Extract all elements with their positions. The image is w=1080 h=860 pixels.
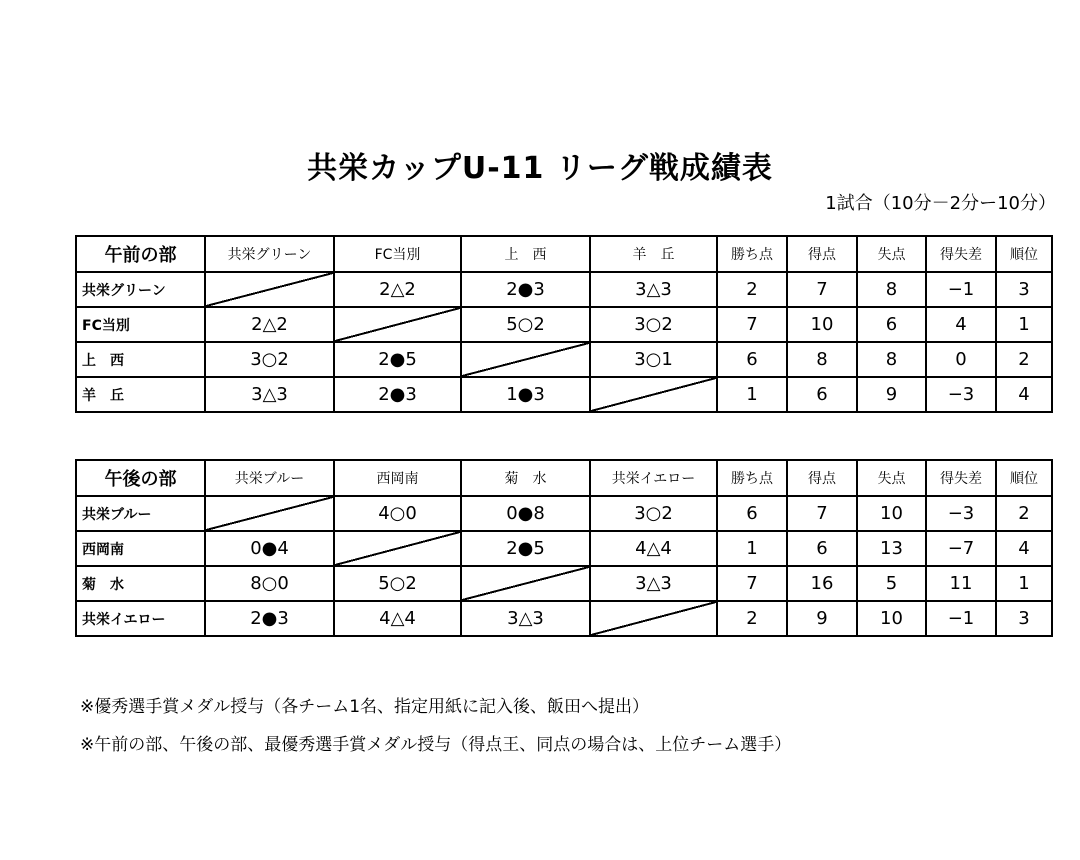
column-stat-header: 得失差 — [926, 460, 996, 496]
column-team-header: 共栄グリーン — [205, 236, 334, 272]
goal-diff-cell: −3 — [926, 377, 996, 412]
points-cell: 6 — [717, 342, 787, 377]
match-result-cell: 8○0 — [205, 566, 334, 601]
goals-for-cell: 10 — [787, 307, 857, 342]
row-team-label: 共栄イエロー — [76, 601, 205, 636]
goals-against-cell: 5 — [857, 566, 926, 601]
match-result-cell: 3△3 — [461, 601, 590, 636]
match-result-cell: 3○2 — [590, 307, 717, 342]
goals-for-cell: 6 — [787, 377, 857, 412]
match-result-cell: 3△3 — [590, 566, 717, 601]
column-team-header: 共栄ブルー — [205, 460, 334, 496]
column-team-header: 上 西 — [461, 236, 590, 272]
table-row — [76, 496, 1052, 531]
match-format: 1試合（10分－2分ー10分） — [825, 193, 1056, 214]
column-team-header: 西岡南 — [334, 460, 461, 496]
row-team-label: FC当別 — [76, 307, 205, 342]
rank-cell: 4 — [996, 377, 1052, 412]
table-row — [76, 531, 1052, 566]
points-cell: 7 — [717, 566, 787, 601]
match-result-cell: 2●3 — [334, 377, 461, 412]
goal-diff-cell: −1 — [926, 601, 996, 636]
column-team-header: FC当別 — [334, 236, 461, 272]
rank-cell: 2 — [996, 342, 1052, 377]
note-mvp-medal: ※午前の部、午後の部、最優秀選手賞メダル授与（得点王、同点の場合は、上位チーム選手） — [80, 735, 792, 755]
match-result-cell: 5○2 — [461, 307, 590, 342]
column-stat-header: 得点 — [787, 460, 857, 496]
table-row — [76, 272, 1052, 307]
column-stat-header: 勝ち点 — [717, 460, 787, 496]
diagonal-empty-cell — [205, 496, 334, 531]
afternoon-league-table — [75, 459, 1053, 637]
goal-diff-cell: −7 — [926, 531, 996, 566]
column-stat-header: 順位 — [996, 460, 1052, 496]
page-title: 共栄カップU-11 リーグ戦成績表 — [307, 151, 773, 186]
column-stat-header: 勝ち点 — [717, 236, 787, 272]
diagonal-empty-cell — [590, 377, 717, 412]
goals-for-cell: 9 — [787, 601, 857, 636]
diagonal-empty-cell — [461, 566, 590, 601]
match-result-cell: 5○2 — [334, 566, 461, 601]
diagonal-empty-cell — [334, 531, 461, 566]
table-row — [76, 377, 1052, 412]
goal-diff-cell: 11 — [926, 566, 996, 601]
rank-cell: 3 — [996, 272, 1052, 307]
table-row — [76, 566, 1052, 601]
goals-for-cell: 7 — [787, 272, 857, 307]
rank-cell: 3 — [996, 601, 1052, 636]
match-result-cell: 2△2 — [205, 307, 334, 342]
diagonal-empty-cell — [334, 307, 461, 342]
points-cell: 2 — [717, 272, 787, 307]
table-row — [76, 342, 1052, 377]
column-stat-header: 得失差 — [926, 236, 996, 272]
header-row — [76, 236, 1052, 272]
goal-diff-cell: −1 — [926, 272, 996, 307]
goal-diff-cell: 0 — [926, 342, 996, 377]
diagonal-empty-cell — [205, 272, 334, 307]
note-best-player-medal: ※優秀選手賞メダル授与（各チーム1名、指定用紙に記入後、飯田へ提出） — [80, 697, 650, 717]
goals-against-cell: 10 — [857, 496, 926, 531]
row-team-label: 共栄グリーン — [76, 272, 205, 307]
goals-against-cell: 6 — [857, 307, 926, 342]
points-cell: 1 — [717, 377, 787, 412]
goals-for-cell: 7 — [787, 496, 857, 531]
match-result-cell: 4○0 — [334, 496, 461, 531]
row-team-label: 共栄ブルー — [76, 496, 205, 531]
section-label: 午前の部 — [76, 236, 205, 272]
goal-diff-cell: −3 — [926, 496, 996, 531]
column-team-header: 菊 水 — [461, 460, 590, 496]
row-team-label: 菊 水 — [76, 566, 205, 601]
header-row — [76, 460, 1052, 496]
match-result-cell: 0●8 — [461, 496, 590, 531]
goals-against-cell: 10 — [857, 601, 926, 636]
column-stat-header: 得点 — [787, 236, 857, 272]
goals-against-cell: 8 — [857, 272, 926, 307]
points-cell: 6 — [717, 496, 787, 531]
match-result-cell: 0●4 — [205, 531, 334, 566]
match-result-cell: 2●5 — [334, 342, 461, 377]
rank-cell: 1 — [996, 566, 1052, 601]
match-result-cell: 3○2 — [205, 342, 334, 377]
rank-cell: 2 — [996, 496, 1052, 531]
goal-diff-cell: 4 — [926, 307, 996, 342]
column-stat-header: 失点 — [857, 460, 926, 496]
column-stat-header: 順位 — [996, 236, 1052, 272]
goals-against-cell: 13 — [857, 531, 926, 566]
points-cell: 2 — [717, 601, 787, 636]
table-row — [76, 601, 1052, 636]
morning-league-table — [75, 235, 1053, 413]
goals-for-cell: 16 — [787, 566, 857, 601]
match-result-cell: 1●3 — [461, 377, 590, 412]
match-result-cell: 2●3 — [205, 601, 334, 636]
row-team-label: 羊 丘 — [76, 377, 205, 412]
goals-for-cell: 6 — [787, 531, 857, 566]
rank-cell: 4 — [996, 531, 1052, 566]
column-team-header: 共栄イエロー — [590, 460, 717, 496]
match-result-cell: 2●3 — [461, 272, 590, 307]
goals-against-cell: 8 — [857, 342, 926, 377]
diagonal-empty-cell — [590, 601, 717, 636]
match-result-cell: 3○2 — [590, 496, 717, 531]
rank-cell: 1 — [996, 307, 1052, 342]
match-result-cell: 4△4 — [334, 601, 461, 636]
table-row — [76, 307, 1052, 342]
goals-for-cell: 8 — [787, 342, 857, 377]
row-team-label: 上 西 — [76, 342, 205, 377]
goals-against-cell: 9 — [857, 377, 926, 412]
match-result-cell: 2●5 — [461, 531, 590, 566]
column-stat-header: 失点 — [857, 236, 926, 272]
match-result-cell: 3△3 — [205, 377, 334, 412]
column-team-header: 羊 丘 — [590, 236, 717, 272]
match-result-cell: 3○1 — [590, 342, 717, 377]
row-team-label: 西岡南 — [76, 531, 205, 566]
section-label: 午後の部 — [76, 460, 205, 496]
match-result-cell: 4△4 — [590, 531, 717, 566]
points-cell: 1 — [717, 531, 787, 566]
match-result-cell: 3△3 — [590, 272, 717, 307]
points-cell: 7 — [717, 307, 787, 342]
match-result-cell: 2△2 — [334, 272, 461, 307]
diagonal-empty-cell — [461, 342, 590, 377]
